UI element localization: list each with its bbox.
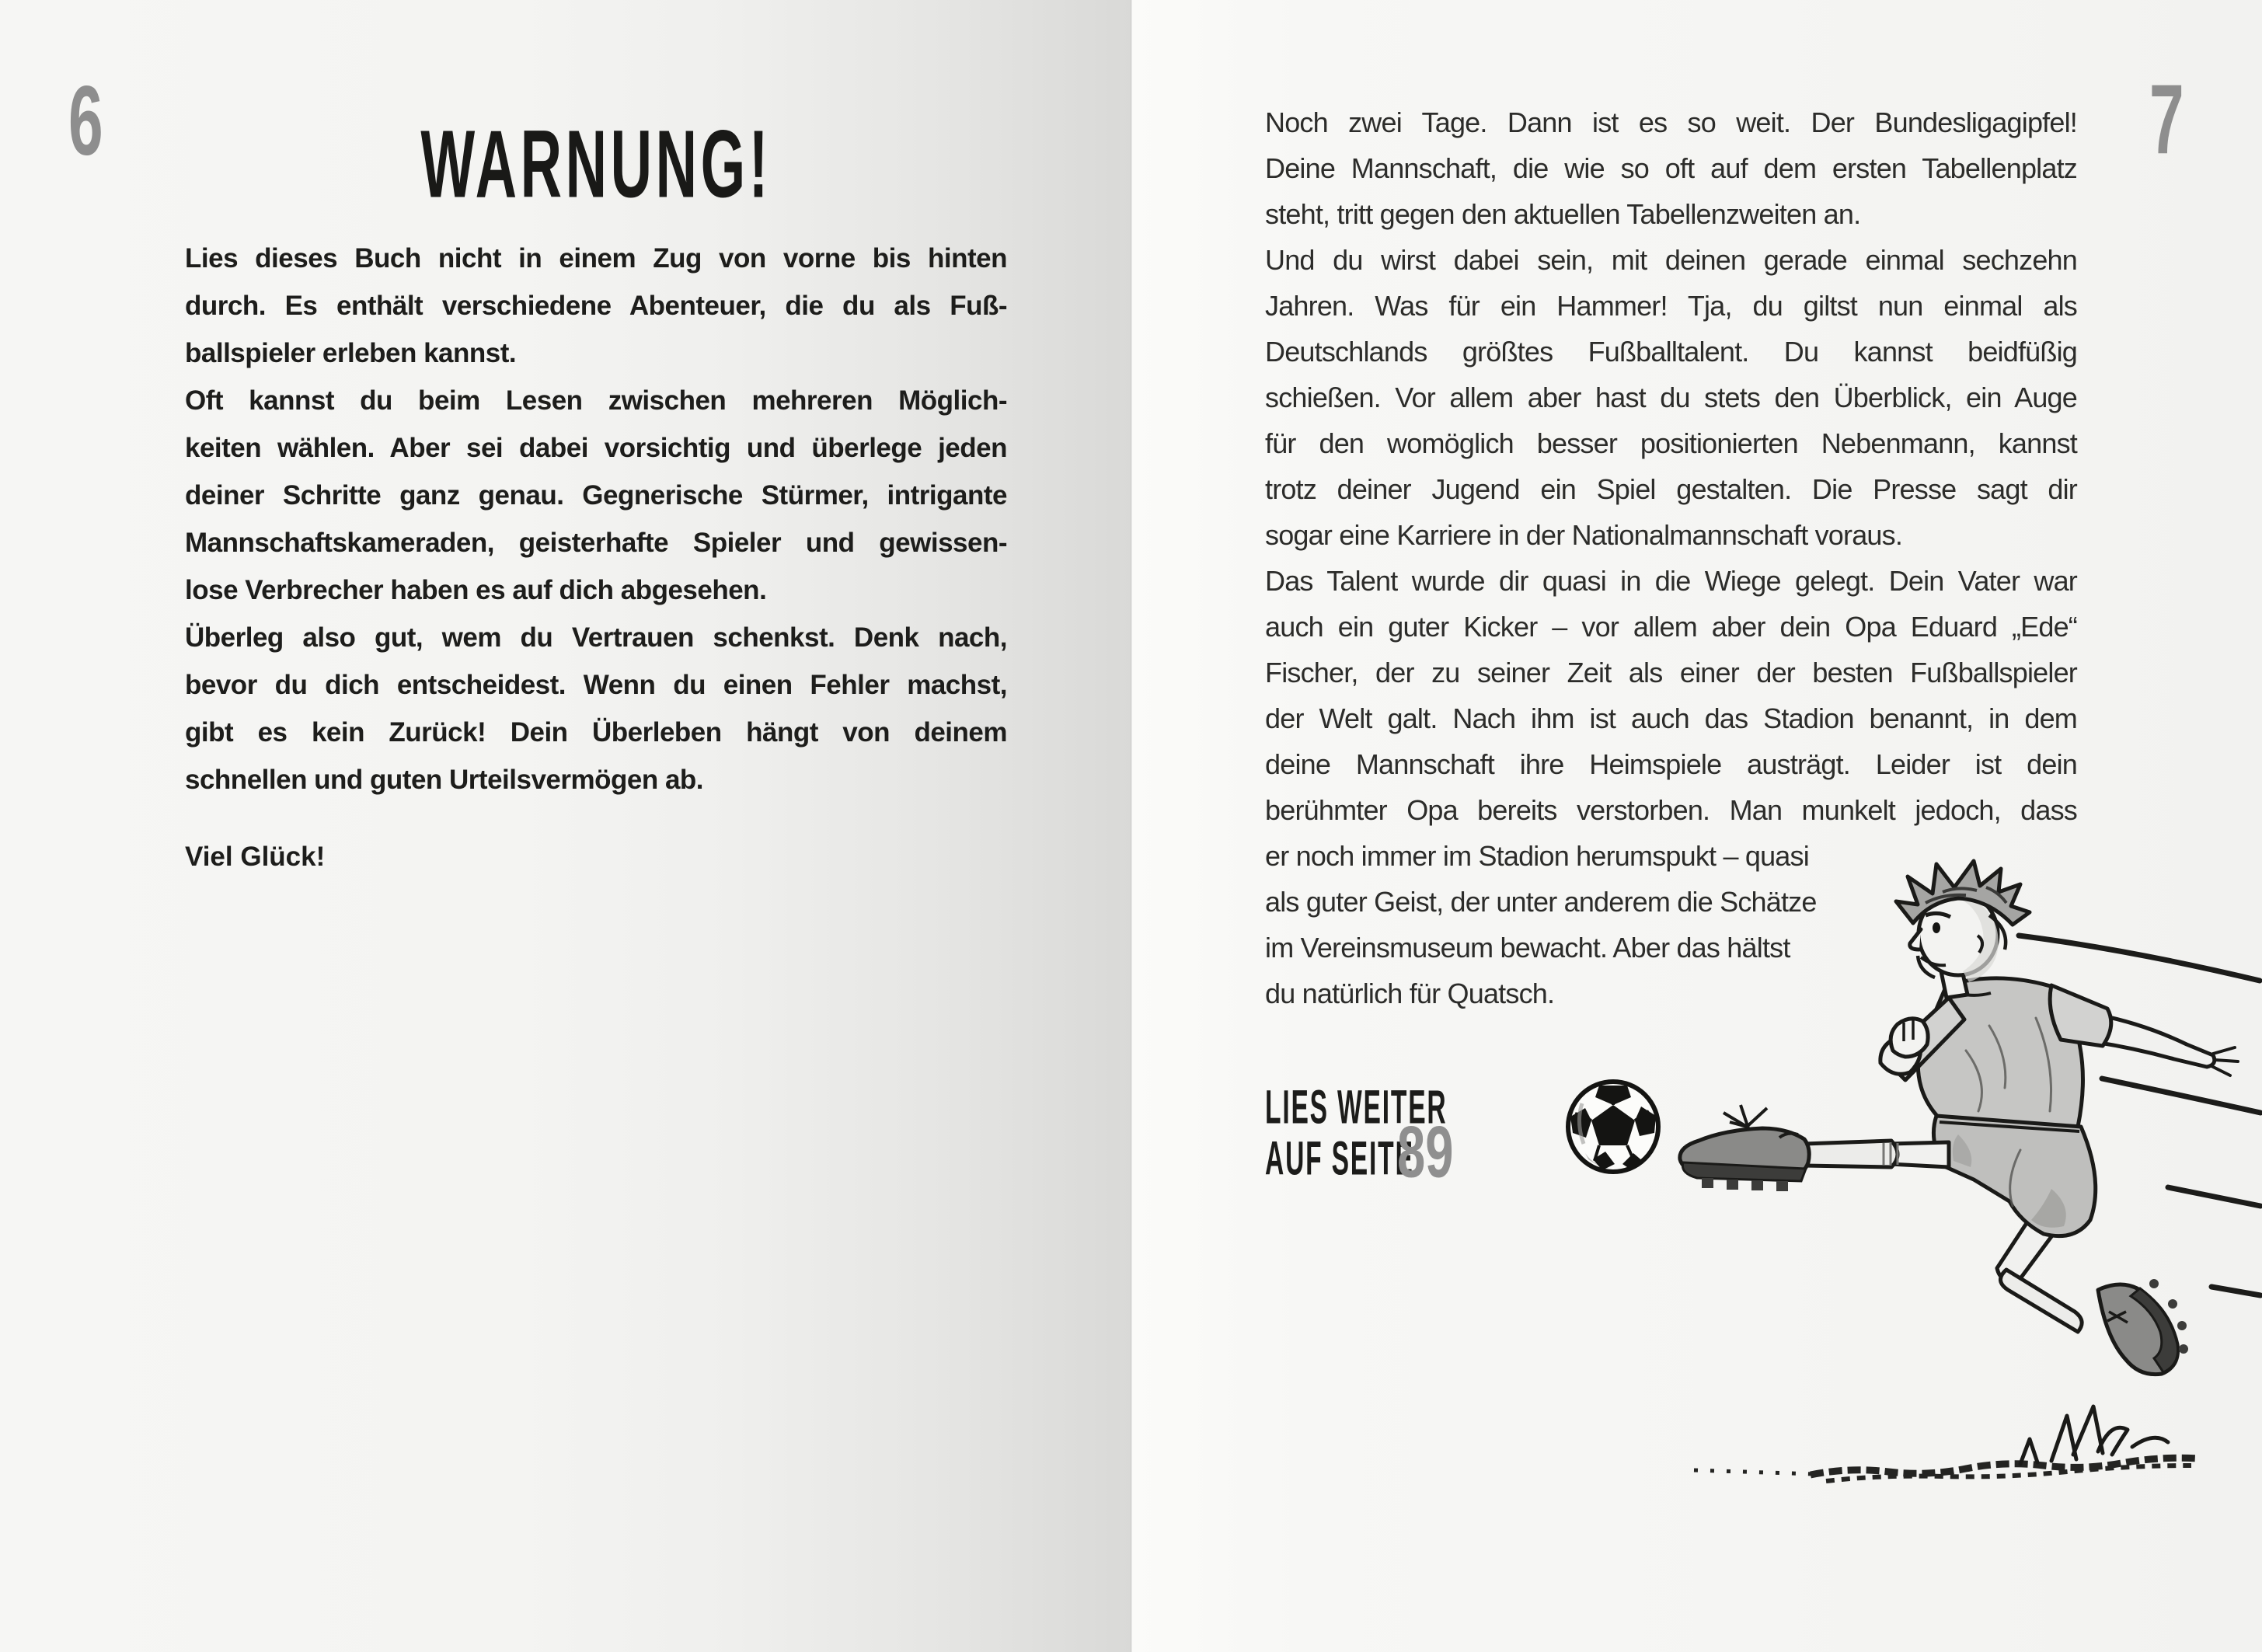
read-on-page-label: AUF SEITE <box>1265 1131 1414 1185</box>
chapter-title-wrap <box>185 110 1007 218</box>
text-line: Überleg also gut, wem du Vertrauen schenkst. Denk nach, <box>185 622 1007 653</box>
text-line: als guter Geist, der unter anderem die Schätze <box>1265 886 1817 918</box>
text-line: durch. Es enthält verschiedene Abenteuer, die du als Fuß- <box>185 291 1007 321</box>
text-line: ballspieler erleben kannst. <box>185 338 517 368</box>
text-line: berühmter Opa bereits verstorben. Man munkelt jedoch, dass <box>1265 794 2077 826</box>
text-line: der Welt galt. Nach ihm ist auch das Stadion benannt, in dem <box>1265 702 2077 734</box>
text-line: er noch immer im Stadion herumspukt – quasi <box>1265 840 1809 872</box>
text-line: Und du wirst dabei sein, mit deinen gerade einmal sechzehn <box>1265 244 2077 276</box>
left-page-number: 6 <box>68 65 103 176</box>
right-page-number: 7 <box>2149 64 2184 175</box>
text-line: Oft kannst du beim Lesen zwischen mehreren Möglich- <box>185 385 1007 416</box>
text-line: für den womöglich besser positionierten Nebenmann, kannst <box>1265 427 2077 459</box>
text-line: auch ein guter Kicker – vor allem aber dein Opa Eduard „Ede“ <box>1265 611 2077 643</box>
text-line: trotz deiner Jugend ein Spiel gestalten. Die Presse sagt dir <box>1265 473 2077 505</box>
read-on-page-number: 89 <box>1397 1110 1454 1193</box>
text-line: gibt es kein Zurück! Dein Überleben hängt von deinem <box>185 717 1007 748</box>
text-line: bevor du dich entscheidest. Wenn du einen Fehler machst, <box>185 670 1007 700</box>
soccer-ball-icon <box>1568 1082 1658 1172</box>
boy-figure <box>1680 861 2238 1375</box>
read-on-label: LIES WEITER <box>1265 1079 1448 1134</box>
text-line: Mannschaftskameraden, geisterhafte Spieler und gewissen- <box>185 528 1007 558</box>
chapter-title: WARNUNG! <box>420 110 772 218</box>
boy-kicking-ball-illustration <box>1554 855 2262 1652</box>
text-line: sogar eine Karriere in der Nationalmannschaft voraus. <box>1265 519 1903 551</box>
text-line: keiten wählen. Aber sei dabei vorsichtig und überlege jeden <box>185 433 1007 463</box>
text-line: deine Mannschaft ihre Heimspiele austrägt. Leider ist dein <box>1265 748 2077 780</box>
text-line: Deutschlands größtes Fußballtalent. Du kannst beidfüßig <box>1265 336 2077 368</box>
text-line: im Vereinsmuseum bewacht. Aber das hältst <box>1265 932 1790 964</box>
text-line: du natürlich für Quatsch. <box>1265 978 1555 1009</box>
text-line: schnellen und guten Urteilsvermögen ab. <box>185 765 704 795</box>
closing-line: Viel Glück! <box>185 842 326 872</box>
text-line: Deine Mannschaft, die wie so oft auf dem ersten Tabellenplatz <box>1265 152 2077 184</box>
text-line: steht, tritt gegen den aktuellen Tabellenzweiten an. <box>1265 198 1861 230</box>
text-line: lose Verbrecher haben es auf dich abgesehen. <box>185 575 767 605</box>
right-page <box>1131 0 2262 1652</box>
warning-paragraph <box>185 235 1007 803</box>
text-line: Noch zwei Tage. Dann ist es so weit. Der Bundesligagipfel! <box>1265 106 2077 138</box>
text-line: Das Talent wurde dir quasi in die Wiege gelegt. Dein Vater war <box>1265 565 2077 597</box>
text-line: Lies dieses Buch nicht in einem Zug von vorne bis hinten <box>185 243 1007 274</box>
page-gutter <box>1131 0 1132 1652</box>
grass-icon <box>1694 1406 2199 1481</box>
text-line: schießen. Vor allem aber hast du stets den Überblick, ein Auge <box>1265 382 2077 413</box>
text-line: Fischer, der zu seiner Zeit als einer der besten Fußballspieler <box>1265 657 2077 688</box>
text-line: Jahren. Was für ein Hammer! Tja, du giltst nun einmal als <box>1265 290 2077 322</box>
text-line: deiner Schritte ganz genau. Gegnerische Stürmer, intrigante <box>185 480 1007 511</box>
